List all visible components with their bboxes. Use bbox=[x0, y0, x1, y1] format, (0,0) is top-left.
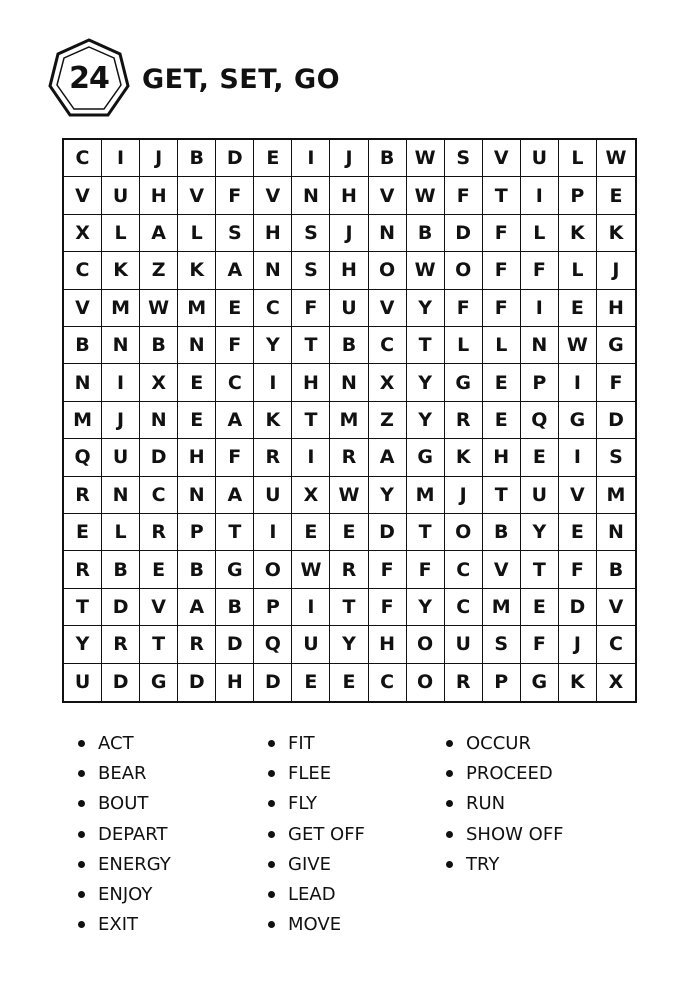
word-label: FIT bbox=[288, 732, 315, 754]
word-list-item bbox=[78, 879, 268, 909]
grid-cell[interactable]: V bbox=[597, 589, 635, 626]
grid-cell[interactable]: B bbox=[407, 215, 445, 252]
puzzle-number: 24 bbox=[69, 61, 109, 96]
word-label: GET OFF bbox=[288, 823, 365, 845]
grid-cell[interactable]: S bbox=[216, 215, 254, 252]
grid-cell[interactable]: W bbox=[407, 177, 445, 214]
grid-cell[interactable]: V bbox=[254, 177, 292, 214]
grid-cell[interactable]: M bbox=[64, 402, 102, 439]
grid-cell[interactable]: Y bbox=[407, 290, 445, 327]
grid-cell[interactable]: V bbox=[140, 589, 178, 626]
grid-cell[interactable]: F bbox=[216, 177, 254, 214]
word-label: GIVE bbox=[288, 853, 331, 875]
grid-cell[interactable]: N bbox=[102, 477, 140, 514]
grid-cell[interactable]: E bbox=[483, 402, 521, 439]
grid-cell[interactable]: J bbox=[140, 140, 178, 177]
grid-cell[interactable]: X bbox=[292, 477, 330, 514]
grid-cell[interactable]: F bbox=[369, 589, 407, 626]
grid-cell[interactable]: R bbox=[178, 626, 216, 663]
grid-cell[interactable]: N bbox=[64, 364, 102, 401]
grid-cell[interactable]: I bbox=[254, 514, 292, 551]
grid-cell[interactable]: T bbox=[64, 589, 102, 626]
grid-cell[interactable]: D bbox=[445, 215, 483, 252]
grid-cell[interactable]: Y bbox=[521, 514, 559, 551]
word-list-item bbox=[78, 728, 268, 758]
grid-cell[interactable]: W bbox=[407, 252, 445, 289]
grid-cell[interactable]: F bbox=[445, 177, 483, 214]
grid-cell[interactable]: E bbox=[330, 514, 368, 551]
grid-cell[interactable]: N bbox=[597, 514, 635, 551]
grid-cell[interactable]: B bbox=[216, 589, 254, 626]
grid-cell[interactable]: K bbox=[102, 252, 140, 289]
grid-cell[interactable]: R bbox=[330, 439, 368, 476]
grid-cell[interactable]: C bbox=[369, 664, 407, 701]
grid-cell[interactable]: E bbox=[64, 514, 102, 551]
grid-cell[interactable]: V bbox=[483, 140, 521, 177]
grid-cell[interactable]: E bbox=[597, 177, 635, 214]
grid-cell[interactable]: N bbox=[369, 215, 407, 252]
word-list-item bbox=[268, 849, 458, 879]
word-list-item bbox=[78, 910, 268, 940]
grid-cell[interactable]: W bbox=[407, 140, 445, 177]
grid-cell[interactable]: N bbox=[178, 327, 216, 364]
word-label: LEAD bbox=[288, 884, 336, 906]
word-label: EXIT bbox=[98, 914, 139, 936]
grid-cell[interactable]: E bbox=[292, 514, 330, 551]
grid-cell[interactable]: C bbox=[64, 140, 102, 177]
grid-cell[interactable]: P bbox=[483, 664, 521, 701]
grid-cell[interactable]: P bbox=[254, 589, 292, 626]
grid-cell[interactable]: T bbox=[330, 589, 368, 626]
word-label: OCCUR bbox=[466, 732, 531, 754]
grid-cell[interactable]: I bbox=[102, 364, 140, 401]
grid-cell[interactable]: T bbox=[292, 327, 330, 364]
word-list-item bbox=[446, 789, 636, 819]
grid-cell[interactable]: Q bbox=[521, 402, 559, 439]
grid-cell[interactable]: G bbox=[445, 364, 483, 401]
grid-cell[interactable]: U bbox=[102, 177, 140, 214]
grid-cell[interactable]: E bbox=[559, 514, 597, 551]
word-list-item bbox=[446, 758, 636, 788]
puzzle-number-badge bbox=[46, 36, 132, 122]
grid-cell[interactable]: E bbox=[178, 402, 216, 439]
grid-cell[interactable]: K bbox=[254, 402, 292, 439]
grid-cell[interactable]: T bbox=[407, 327, 445, 364]
grid-cell[interactable]: F bbox=[521, 626, 559, 663]
grid-cell[interactable]: T bbox=[216, 514, 254, 551]
bullet-icon bbox=[268, 740, 275, 747]
grid-cell[interactable]: K bbox=[597, 215, 635, 252]
bullet-icon bbox=[78, 921, 85, 928]
grid-cell[interactable]: H bbox=[254, 215, 292, 252]
grid-cell[interactable]: U bbox=[521, 477, 559, 514]
grid-cell[interactable]: J bbox=[102, 402, 140, 439]
bullet-icon bbox=[268, 800, 275, 807]
word-list-item bbox=[78, 789, 268, 819]
grid-cell[interactable]: G bbox=[216, 551, 254, 588]
bullet-icon bbox=[446, 770, 453, 777]
grid-cell[interactable]: B bbox=[178, 140, 216, 177]
grid-cell[interactable]: E bbox=[521, 439, 559, 476]
word-list-item bbox=[268, 819, 458, 849]
grid-cell[interactable]: B bbox=[178, 551, 216, 588]
grid-cell[interactable]: E bbox=[559, 290, 597, 327]
grid-cell[interactable]: M bbox=[407, 477, 445, 514]
grid-cell[interactable]: F bbox=[292, 290, 330, 327]
grid-cell[interactable]: B bbox=[64, 327, 102, 364]
grid-cell[interactable]: Y bbox=[64, 626, 102, 663]
grid-cell[interactable]: H bbox=[292, 364, 330, 401]
grid-cell[interactable]: K bbox=[559, 664, 597, 701]
grid-cell[interactable]: E bbox=[216, 290, 254, 327]
grid-cell[interactable]: L bbox=[483, 327, 521, 364]
grid-cell[interactable]: C bbox=[445, 551, 483, 588]
grid-cell[interactable]: B bbox=[102, 551, 140, 588]
word-label: TRY bbox=[466, 853, 500, 875]
grid-cell[interactable]: F bbox=[369, 551, 407, 588]
grid-cell[interactable]: C bbox=[445, 589, 483, 626]
grid-cell[interactable]: M bbox=[178, 290, 216, 327]
grid-cell[interactable]: F bbox=[216, 439, 254, 476]
bullet-icon bbox=[78, 800, 85, 807]
grid-cell[interactable]: T bbox=[407, 514, 445, 551]
word-list-item bbox=[268, 879, 458, 909]
grid-cell[interactable]: T bbox=[483, 177, 521, 214]
grid-cell[interactable]: J bbox=[597, 252, 635, 289]
grid-cell[interactable]: I bbox=[292, 589, 330, 626]
grid-cell[interactable]: X bbox=[64, 215, 102, 252]
grid-cell[interactable]: M bbox=[102, 290, 140, 327]
grid-cell[interactable]: C bbox=[369, 327, 407, 364]
grid-cell[interactable]: E bbox=[330, 664, 368, 701]
grid-cell[interactable]: U bbox=[330, 290, 368, 327]
grid-cell[interactable]: Y bbox=[407, 402, 445, 439]
bullet-icon bbox=[78, 770, 85, 777]
bullet-icon bbox=[268, 891, 275, 898]
word-list-item bbox=[268, 758, 458, 788]
grid-cell[interactable]: N bbox=[521, 327, 559, 364]
grid-cell[interactable]: H bbox=[369, 626, 407, 663]
word-search-grid bbox=[62, 138, 637, 703]
grid-cell[interactable]: U bbox=[521, 140, 559, 177]
bullet-icon bbox=[78, 861, 85, 868]
grid-cell[interactable]: R bbox=[254, 439, 292, 476]
bullet-icon bbox=[446, 831, 453, 838]
grid-cell[interactable]: F bbox=[521, 252, 559, 289]
grid-cell[interactable]: F bbox=[597, 364, 635, 401]
grid-cell[interactable]: F bbox=[559, 551, 597, 588]
grid-cell[interactable]: U bbox=[292, 626, 330, 663]
grid-cell[interactable]: U bbox=[64, 664, 102, 701]
grid-cell[interactable]: Y bbox=[254, 327, 292, 364]
grid-cell[interactable]: S bbox=[445, 140, 483, 177]
grid-cell[interactable]: D bbox=[178, 664, 216, 701]
word-list-item bbox=[446, 728, 636, 758]
grid-cell[interactable]: Y bbox=[407, 364, 445, 401]
grid-cell[interactable]: V bbox=[64, 290, 102, 327]
word-label: BEAR bbox=[98, 762, 147, 784]
grid-cell[interactable]: R bbox=[140, 514, 178, 551]
grid-cell[interactable]: B bbox=[140, 327, 178, 364]
grid-cell[interactable]: S bbox=[597, 439, 635, 476]
grid-cell[interactable]: M bbox=[330, 402, 368, 439]
grid-cell[interactable]: F bbox=[407, 551, 445, 588]
grid-cell[interactable]: R bbox=[102, 626, 140, 663]
grid-cell[interactable]: W bbox=[140, 290, 178, 327]
grid-cell[interactable]: C bbox=[597, 626, 635, 663]
grid-cell[interactable]: T bbox=[292, 402, 330, 439]
grid-cell[interactable]: P bbox=[178, 514, 216, 551]
grid-cell[interactable]: L bbox=[559, 140, 597, 177]
grid-cell[interactable]: R bbox=[330, 551, 368, 588]
grid-cell[interactable]: B bbox=[483, 514, 521, 551]
word-label: ENERGY bbox=[98, 853, 171, 875]
grid-cell[interactable]: H bbox=[140, 177, 178, 214]
grid-cell[interactable]: O bbox=[254, 551, 292, 588]
grid-cell[interactable]: H bbox=[483, 439, 521, 476]
grid-cell[interactable]: N bbox=[330, 364, 368, 401]
grid-cell[interactable]: N bbox=[178, 477, 216, 514]
bullet-icon bbox=[268, 770, 275, 777]
grid-cell[interactable]: T bbox=[483, 477, 521, 514]
grid-cell[interactable]: D bbox=[216, 140, 254, 177]
grid-cell[interactable]: V bbox=[483, 551, 521, 588]
grid-cell[interactable]: F bbox=[216, 327, 254, 364]
word-list bbox=[78, 728, 638, 948]
puzzle-title: GET, SET, GO bbox=[142, 64, 341, 95]
grid-cell[interactable]: Q bbox=[64, 439, 102, 476]
word-label: BOUT bbox=[98, 793, 149, 815]
word-label: FLEE bbox=[288, 762, 332, 784]
word-list-item bbox=[268, 910, 458, 940]
grid-cell[interactable]: R bbox=[64, 551, 102, 588]
grid-cell[interactable]: C bbox=[140, 477, 178, 514]
word-label: ACT bbox=[98, 732, 134, 754]
grid-cell[interactable]: L bbox=[102, 514, 140, 551]
grid-cell[interactable]: H bbox=[178, 439, 216, 476]
grid-cell[interactable]: D bbox=[597, 402, 635, 439]
grid-cell[interactable]: A bbox=[216, 477, 254, 514]
grid-cell[interactable]: T bbox=[521, 551, 559, 588]
grid-cell[interactable]: A bbox=[216, 252, 254, 289]
grid-cell[interactable]: N bbox=[292, 177, 330, 214]
grid-cell[interactable]: E bbox=[140, 551, 178, 588]
bullet-icon bbox=[268, 831, 275, 838]
grid-cell[interactable]: D bbox=[140, 439, 178, 476]
grid-cell[interactable]: W bbox=[292, 551, 330, 588]
grid-cell[interactable]: X bbox=[140, 364, 178, 401]
grid-cell[interactable]: I bbox=[292, 140, 330, 177]
word-list-column bbox=[268, 728, 458, 940]
bullet-icon bbox=[78, 891, 85, 898]
grid-cell[interactable]: V bbox=[178, 177, 216, 214]
grid-cell[interactable]: F bbox=[483, 215, 521, 252]
word-label: FLY bbox=[288, 793, 317, 815]
grid-cell[interactable]: R bbox=[445, 402, 483, 439]
grid-cell[interactable]: V bbox=[369, 177, 407, 214]
grid-cell[interactable]: G bbox=[559, 402, 597, 439]
grid-cell[interactable]: H bbox=[597, 290, 635, 327]
grid-cell[interactable]: Z bbox=[369, 402, 407, 439]
grid-cell[interactable]: V bbox=[64, 177, 102, 214]
word-label: ENJOY bbox=[98, 884, 153, 906]
grid-cell[interactable]: B bbox=[597, 551, 635, 588]
grid-cell[interactable]: A bbox=[369, 439, 407, 476]
word-label: RUN bbox=[466, 793, 506, 815]
bullet-icon bbox=[446, 800, 453, 807]
grid-cell[interactable]: C bbox=[64, 252, 102, 289]
grid-cell[interactable]: Y bbox=[369, 477, 407, 514]
grid-cell[interactable]: M bbox=[483, 589, 521, 626]
grid-cell[interactable]: R bbox=[64, 477, 102, 514]
grid-cell[interactable]: Q bbox=[254, 626, 292, 663]
grid-cell[interactable]: A bbox=[216, 402, 254, 439]
grid-cell[interactable]: E bbox=[292, 664, 330, 701]
grid-cell[interactable]: O bbox=[407, 664, 445, 701]
word-list-item bbox=[446, 849, 636, 879]
grid-cell[interactable]: L bbox=[102, 215, 140, 252]
grid-cell[interactable]: S bbox=[483, 626, 521, 663]
grid-cell[interactable]: D bbox=[254, 664, 292, 701]
grid-cell[interactable]: L bbox=[559, 252, 597, 289]
grid-cell[interactable]: J bbox=[445, 477, 483, 514]
grid-cell[interactable]: U bbox=[102, 439, 140, 476]
grid-cell[interactable]: H bbox=[216, 664, 254, 701]
grid-cell[interactable]: O bbox=[369, 252, 407, 289]
bullet-icon bbox=[78, 831, 85, 838]
grid-cell[interactable]: E bbox=[483, 364, 521, 401]
grid-cell[interactable]: B bbox=[369, 140, 407, 177]
grid-cell[interactable]: J bbox=[330, 215, 368, 252]
grid-cell[interactable]: P bbox=[559, 177, 597, 214]
grid-cell[interactable]: U bbox=[445, 626, 483, 663]
grid-cell[interactable]: W bbox=[559, 327, 597, 364]
grid-cell[interactable]: I bbox=[521, 290, 559, 327]
grid-cell[interactable]: G bbox=[407, 439, 445, 476]
grid-cell[interactable]: S bbox=[292, 252, 330, 289]
grid-cell[interactable]: X bbox=[369, 364, 407, 401]
grid-cell[interactable]: A bbox=[178, 589, 216, 626]
grid-cell[interactable]: N bbox=[254, 252, 292, 289]
grid-cell[interactable]: I bbox=[102, 140, 140, 177]
bullet-icon bbox=[78, 740, 85, 747]
grid-cell[interactable]: B bbox=[330, 327, 368, 364]
grid-cell[interactable]: W bbox=[597, 140, 635, 177]
grid-cell[interactable]: D bbox=[102, 664, 140, 701]
grid-cell[interactable]: F bbox=[483, 252, 521, 289]
grid-cell[interactable]: G bbox=[597, 327, 635, 364]
bullet-icon bbox=[446, 740, 453, 747]
grid-cell[interactable]: I bbox=[559, 364, 597, 401]
grid-cell[interactable]: A bbox=[140, 215, 178, 252]
grid-cell[interactable]: D bbox=[216, 626, 254, 663]
grid-cell[interactable]: F bbox=[483, 290, 521, 327]
word-list-item bbox=[78, 849, 268, 879]
bullet-icon bbox=[268, 861, 275, 868]
grid-cell[interactable]: J bbox=[559, 626, 597, 663]
grid-cell[interactable]: H bbox=[330, 252, 368, 289]
word-list-item bbox=[78, 819, 268, 849]
grid-cell[interactable]: J bbox=[330, 140, 368, 177]
grid-cell[interactable]: D bbox=[102, 589, 140, 626]
grid-cell[interactable]: U bbox=[254, 477, 292, 514]
grid-cell[interactable]: D bbox=[559, 589, 597, 626]
word-label: SHOW OFF bbox=[466, 823, 564, 845]
grid-cell[interactable]: L bbox=[178, 215, 216, 252]
grid-cell[interactable]: K bbox=[559, 215, 597, 252]
grid-cell[interactable]: G bbox=[521, 664, 559, 701]
grid-cell[interactable]: S bbox=[292, 215, 330, 252]
grid-cell[interactable]: O bbox=[445, 514, 483, 551]
grid-cell[interactable]: Y bbox=[330, 626, 368, 663]
grid-cell[interactable]: M bbox=[597, 477, 635, 514]
grid-cell[interactable]: O bbox=[407, 626, 445, 663]
grid-cell[interactable]: L bbox=[445, 327, 483, 364]
grid-cell[interactable]: C bbox=[216, 364, 254, 401]
grid-cell[interactable]: C bbox=[254, 290, 292, 327]
grid-cell[interactable]: V bbox=[369, 290, 407, 327]
grid-cell[interactable]: G bbox=[140, 664, 178, 701]
grid-cell[interactable]: N bbox=[140, 402, 178, 439]
word-label: DEPART bbox=[98, 823, 168, 845]
grid-cell[interactable]: P bbox=[521, 364, 559, 401]
grid-cell[interactable]: O bbox=[445, 252, 483, 289]
grid-cell[interactable]: E bbox=[254, 140, 292, 177]
grid-cell[interactable]: D bbox=[369, 514, 407, 551]
word-list-column bbox=[446, 728, 636, 879]
grid-cell[interactable]: Z bbox=[140, 252, 178, 289]
grid-cell[interactable]: R bbox=[445, 664, 483, 701]
grid-cell[interactable]: I bbox=[559, 439, 597, 476]
bullet-icon bbox=[446, 861, 453, 868]
grid-cell[interactable]: K bbox=[178, 252, 216, 289]
grid-cell[interactable]: T bbox=[140, 626, 178, 663]
grid-cell[interactable]: I bbox=[292, 439, 330, 476]
grid-cell[interactable]: V bbox=[559, 477, 597, 514]
word-label: MOVE bbox=[288, 914, 342, 936]
word-list-column bbox=[78, 728, 268, 940]
grid-cell[interactable]: E bbox=[521, 589, 559, 626]
grid-cell[interactable]: Y bbox=[407, 589, 445, 626]
word-list-item bbox=[268, 789, 458, 819]
word-label: PROCEED bbox=[466, 762, 553, 784]
grid-cell[interactable]: L bbox=[521, 215, 559, 252]
word-list-item bbox=[446, 819, 636, 849]
grid-cell[interactable]: H bbox=[330, 177, 368, 214]
bullet-icon bbox=[268, 921, 275, 928]
grid-cell[interactable]: N bbox=[102, 327, 140, 364]
grid-cell[interactable]: F bbox=[445, 290, 483, 327]
grid-cell[interactable]: K bbox=[445, 439, 483, 476]
grid-cell[interactable]: E bbox=[178, 364, 216, 401]
grid-cell[interactable]: I bbox=[521, 177, 559, 214]
grid-cell[interactable]: I bbox=[254, 364, 292, 401]
word-list-item bbox=[78, 758, 268, 788]
word-list-item bbox=[268, 728, 458, 758]
grid-cell[interactable]: X bbox=[608, 671, 624, 694]
grid-cell[interactable]: W bbox=[330, 477, 368, 514]
